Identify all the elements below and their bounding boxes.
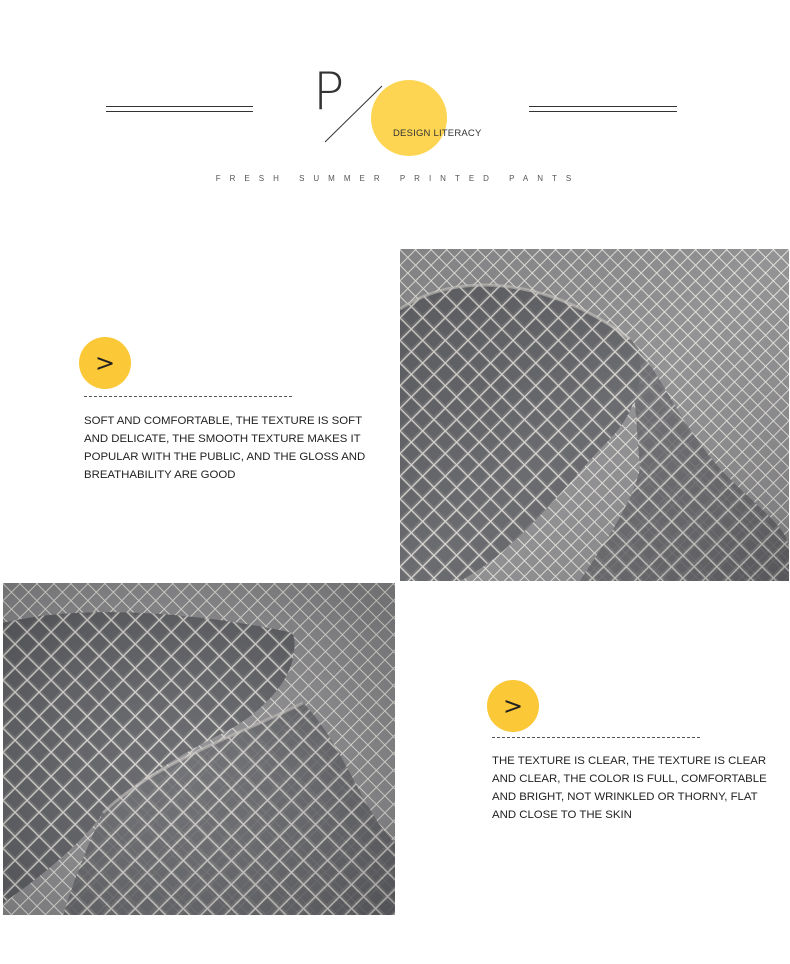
dashed-divider: [492, 737, 700, 738]
fabric-texture-photo-top: [400, 249, 789, 581]
chevron-right-icon: >: [487, 680, 539, 732]
logo-caption: DESIGN LITERACY: [393, 128, 482, 139]
feature-description-1: SOFT AND COMFORTABLE, THE TEXTURE IS SOFT AND DELICATE, THE SMOOTH TEXTURE MAKES IT POPULAR WITH THE PUBLIC, AND THE GLOSS AND BREATHABILITY ARE GOOD: [84, 415, 366, 481]
dashed-divider: [84, 396, 292, 397]
feature-description-2: THE TEXTURE IS CLEAR, THE TEXTURE IS CLEAR AND CLEAR, THE COLOR IS FULL, COMFORTABLE AND BRIGHT, NOT WRINKLED OR THORNY, FLAT AND CLOSE TO THE SKIN: [492, 755, 767, 821]
page-subtitle: FRESH SUMMER PRINTED PANTS: [215, 174, 581, 183]
chevron-right-icon: >: [79, 337, 131, 389]
logo-letter: P: [313, 62, 345, 122]
logo-slash-line: [0, 0, 790, 200]
fabric-texture-photo-bottom: [3, 583, 395, 915]
